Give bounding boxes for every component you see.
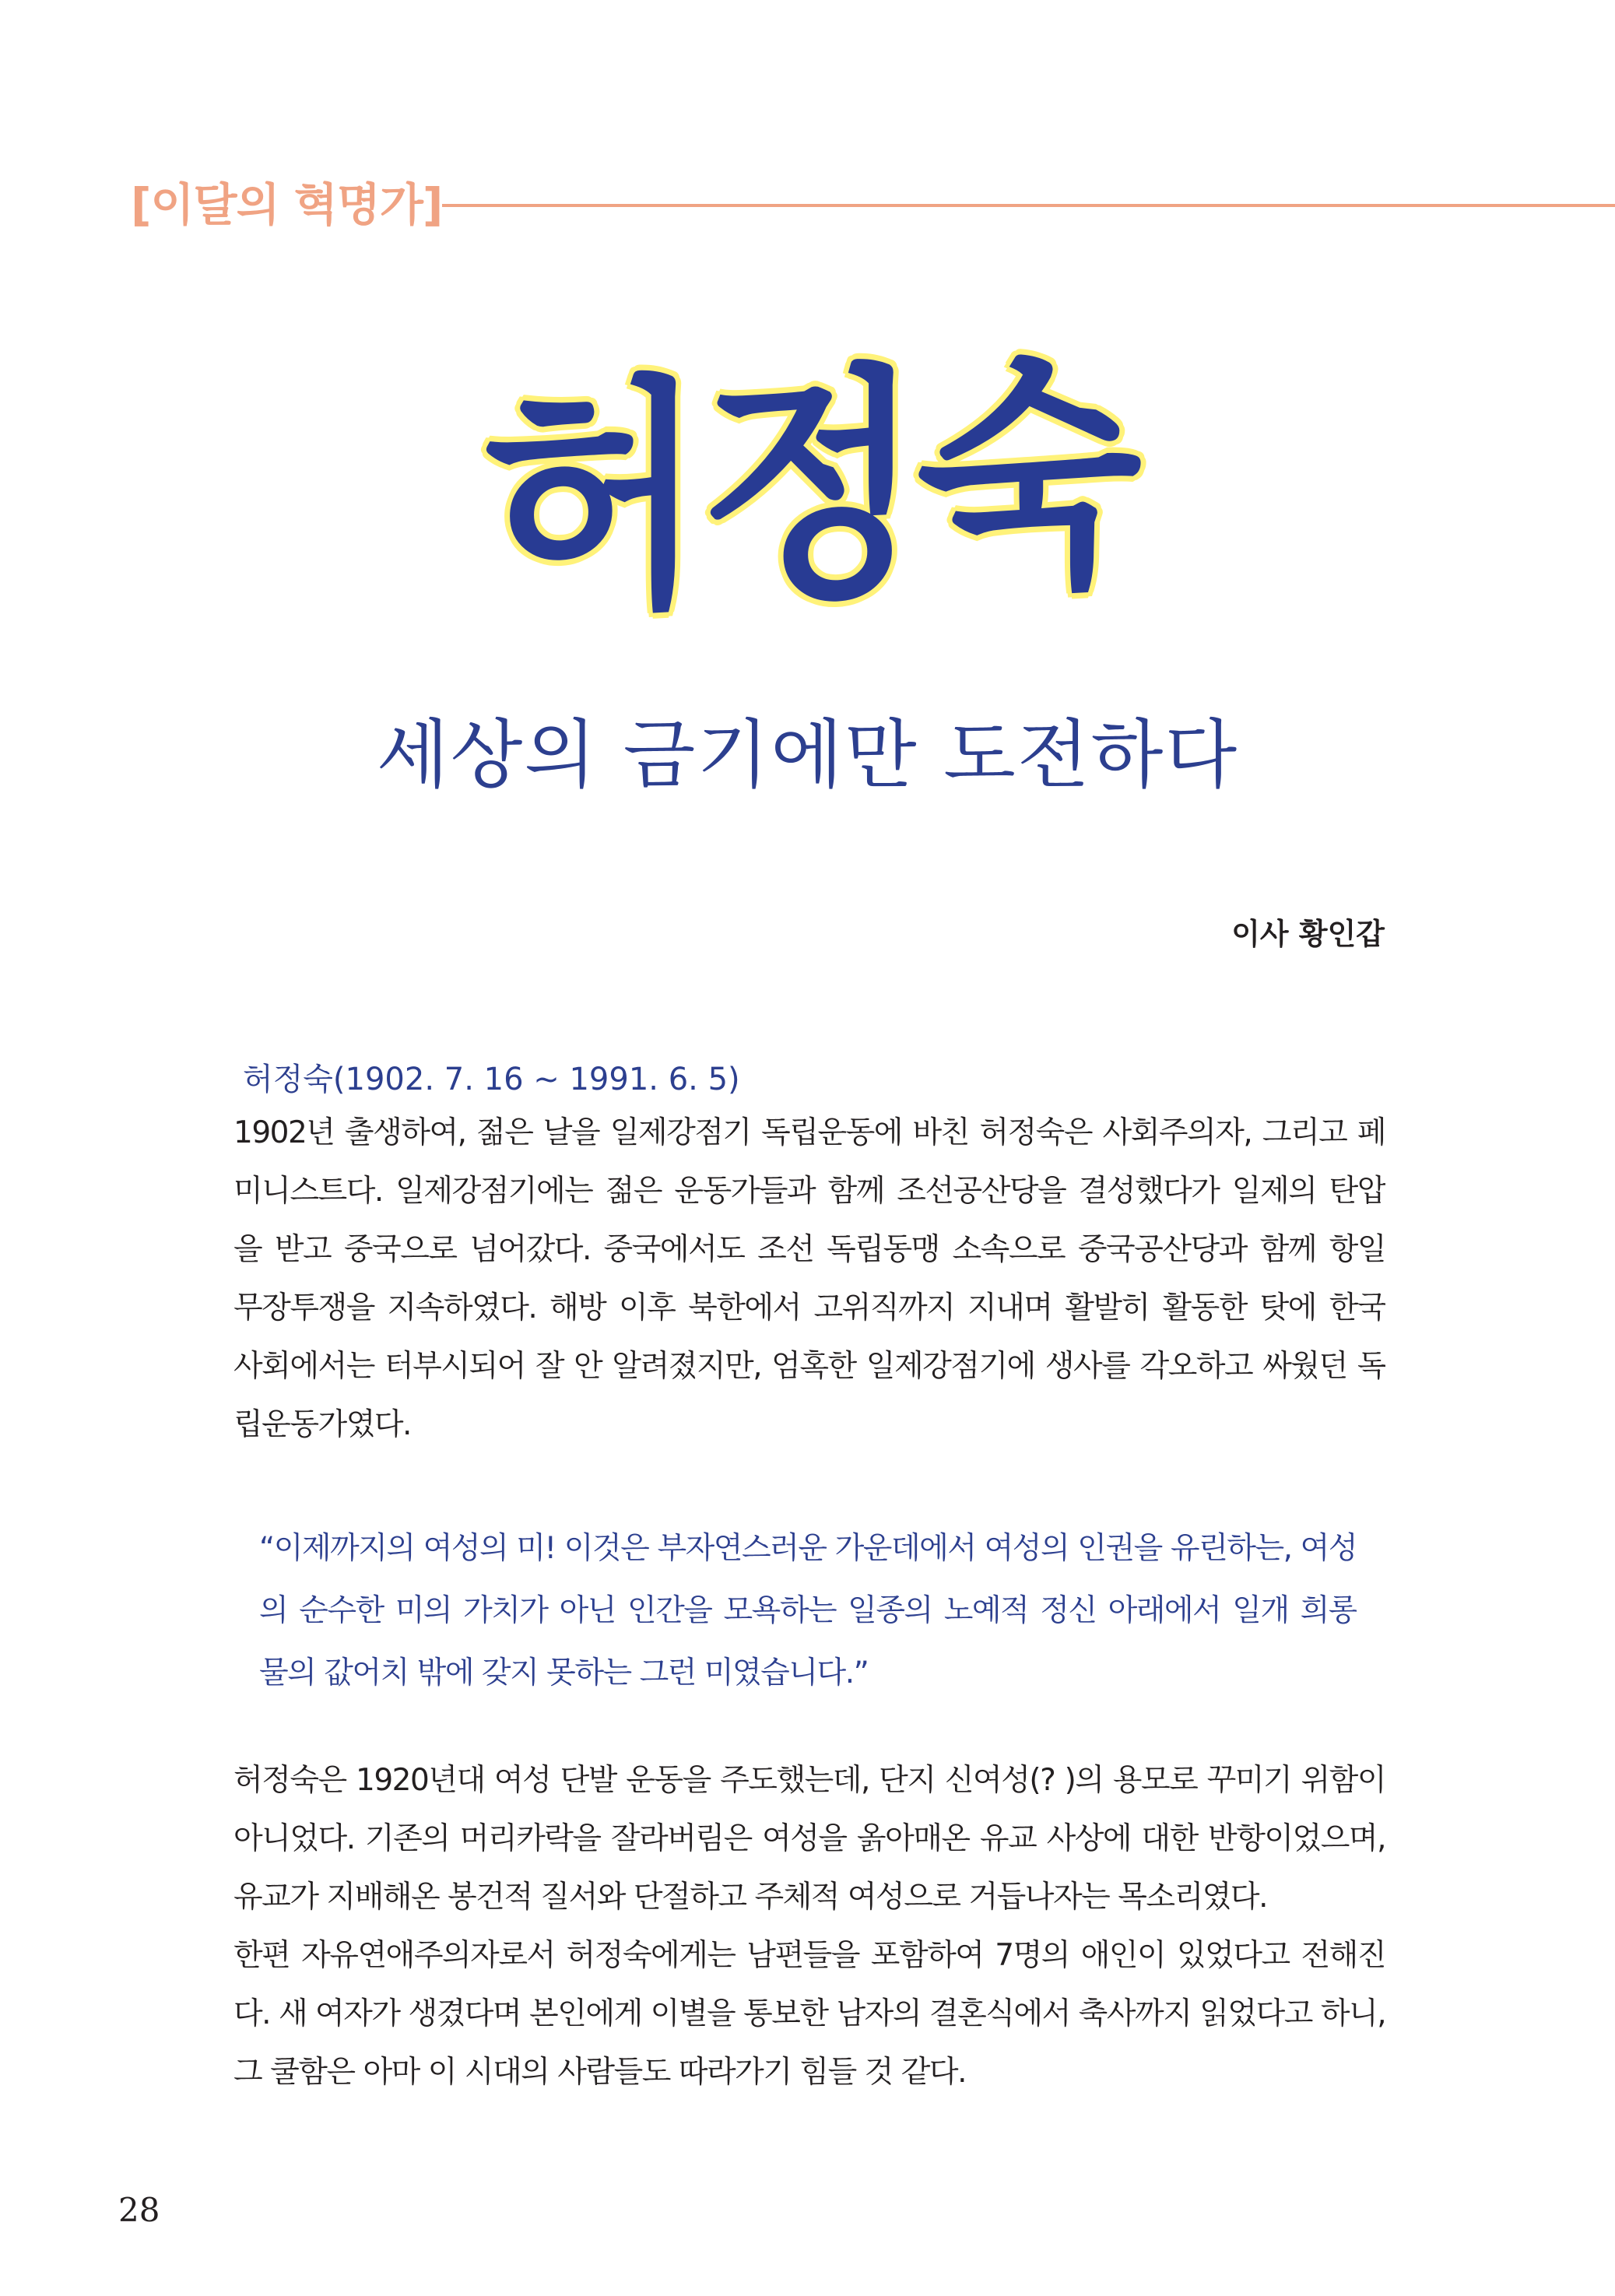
body-line: 그 쿨함은 아마 이 시대의 사람들도 따라가기 힘들 것 같다. <box>233 2055 966 2090</box>
quote-line: 물의 값어치 밖에 갖지 못하는 그런 미였습니다.” <box>259 1655 869 1690</box>
section-header <box>131 177 1615 232</box>
intro-paragraph <box>233 1104 1385 1454</box>
quote-block <box>259 1518 1357 1704</box>
body-line: 허정숙은 1920년대 여성 단발 운동을 주도했는데, 단지 신여성(? )의 용모로 꾸미기 위함이 <box>233 1763 1385 1798</box>
body-line: 아니었다. 기존의 머리카락을 잘라버림은 여성을 옭아매온 유교 사상에 대한 반항이었으며, <box>233 1821 1385 1856</box>
intro-line: 을 받고 중국으로 넘어갔다. 중국에서도 조선 독립동맹 소속으로 중국공산당과 함께 항일 <box>233 1232 1385 1267</box>
author-byline: 이사 황인갑 <box>1231 917 1385 951</box>
intro-line: 사회에서는 터부시되어 잘 안 알려졌지만, 엄혹한 일제강점기에 생사를 각오하고 싸웠던 독 <box>233 1349 1385 1384</box>
subtitle: 세상의 금기에만 도전하다 <box>376 711 1239 799</box>
intro-line: 1902년 출생하여, 젊은 날을 일제강점기 독립운동에 바친 허정숙은 사회주의자, 그리고 페 <box>233 1115 1385 1150</box>
body-paragraph <box>233 1751 1385 2101</box>
body-line: 다. 새 여자가 생겼다며 본인에게 이별을 통보한 남자의 결혼식에서 축사까지 읽었다고 하니, <box>233 1996 1385 2031</box>
quote-line: “이제까지의 여성의 미! 이것은 부자연스러운 가운데에서 여성의 인권을 유린하는, 여성 <box>259 1531 1357 1566</box>
section-label: [이달의 혁명가] <box>131 178 443 231</box>
quote-line: 의 순수한 미의 가치가 아닌 인간을 모욕하는 일종의 노예적 정신 아래에서 일개 희롱 <box>259 1593 1357 1628</box>
page-number: 28 <box>118 2191 160 2229</box>
intro-line: 무장투쟁을 지속하였다. 해방 이후 북한에서 고위직까지 지내며 활발히 활동한 탓에 한국 <box>233 1290 1385 1325</box>
section-divider <box>442 204 1615 207</box>
intro-line: 미니스트다. 일제강점기에는 젊은 운동가들과 함께 조선공산당을 결성했다가 일제의 탄압 <box>233 1174 1385 1209</box>
body-line: 한편 자유연애주의자로서 허정숙에게는 남편들을 포함하여 7명의 애인이 있었다고 전해진 <box>233 1938 1385 1973</box>
person-header: 허정숙(1902. 7. 16 ~ 1991. 6. 5) <box>243 1062 740 1097</box>
main-title: 허정숙 <box>480 330 1135 650</box>
intro-line: 립운동가였다. <box>233 1407 411 1442</box>
body-line: 유교가 지배해온 봉건적 질서와 단절하고 주체적 여성으로 거듭나자는 목소리였다. <box>233 1880 1267 1915</box>
